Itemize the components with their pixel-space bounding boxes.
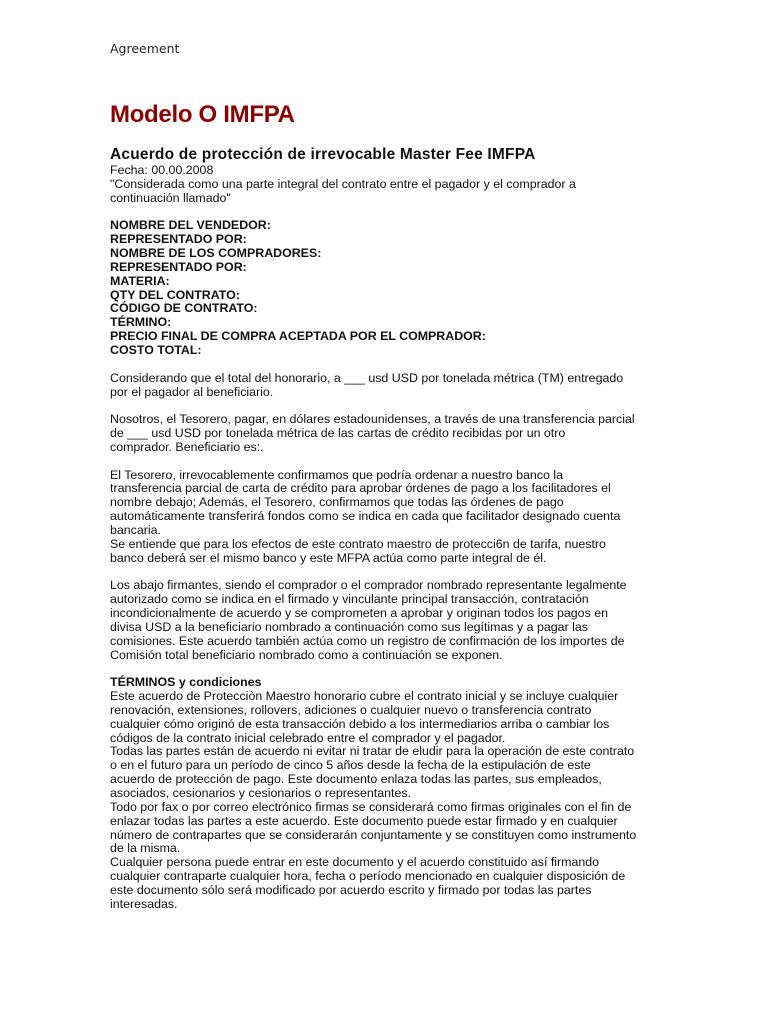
text-line: Todas las partes están de acuerdo ni evitar ni tratar de eludir para la operación de este contrato <box>110 744 635 759</box>
text-line: transferencia parcial de carta de crédito para aprobar órdenes de pago a los facilitadores el <box>110 481 611 496</box>
text-line: QTY DEL CONTRATO: <box>110 287 240 302</box>
text-line: nombre debajo; Además, el Tesorero, confirmamos que todas las órdenes de pago <box>110 495 564 510</box>
document-body <box>110 146 670 912</box>
text-line: de la misma. <box>110 841 181 856</box>
header-label: Agreement <box>110 41 180 56</box>
text-line: banco deberá ser el mismo banco y este MFPA actúa como parte integral de él. <box>110 550 547 565</box>
text-line: El Tesorero, irrevocablemente confirmamos que podría ordenar a nuestro banco la <box>110 467 563 482</box>
paragraph-4 <box>110 579 670 662</box>
intro-paragraph <box>110 178 670 206</box>
text-line: REPRESENTADO POR: <box>110 259 247 274</box>
text-line: COSTO TOTAL: <box>110 342 202 357</box>
text-line: automáticamente transferirá fondos como se indica en cada que facilitador designado cuenta <box>110 509 621 524</box>
text-line: códigos de la contrato inicial celebrado entre el comprador y el pagador. <box>110 730 506 745</box>
terms-paragraph <box>110 690 670 912</box>
text-line: NOMBRE DE LOS COMPRADORES: <box>110 246 322 261</box>
text-line: Todo por fax o por correo electrónico firmas se considerará como firmas originales con el fin de <box>110 799 632 814</box>
text-line: continuación llamado" <box>110 190 231 205</box>
text-line: de ___ usd USD por tonelada métrica de las cartas de crédito recibidas por un otro <box>110 426 566 441</box>
text-line: número de contrapartes que se considerarán conjuntamente y se constituyen como instrumento <box>110 827 637 842</box>
text-line: TÉRMINO: <box>110 315 172 330</box>
date-line: Fecha: 00.00.2008 <box>110 163 214 177</box>
paragraph-3 <box>110 469 670 566</box>
text-line: Este acuerdo de Protecciòn Maestro honorario cubre el contrato inicial y se incluye cualquier <box>110 689 619 704</box>
text-line: o en el futuro para un período de cinco 5 años desde la fecha de la estipulación de este <box>110 758 591 773</box>
text-line: comprador. Beneficiario es:. <box>110 439 264 454</box>
text-line: cualquier cómo originó de esta transacción debido a los intermediarios arriba o cambiar los <box>110 716 610 731</box>
document-subtitle: Acuerdo de protección de irrevocable Master Fee IMFPA <box>110 146 536 163</box>
page-title: Modelo O IMFPA <box>110 101 295 128</box>
text-line: bancaria. <box>110 522 161 537</box>
text-line: MATERIA: <box>110 273 170 288</box>
text-line: asociados, cesionarios y cesionarios o representantes. <box>110 785 411 800</box>
text-line: divisa USD a la beneficiario nombrado a continuación como sus legítimas y a pagar las <box>110 619 588 634</box>
text-line: autorizado como se indica en el firmado y vinculante principal transacción, contratación <box>110 592 589 607</box>
contract-fields <box>110 219 670 357</box>
text-line: enlazar todas las partes a este acuerdo. Este documento puede estar firmado y en cualquier <box>110 813 618 828</box>
text-line: Los abajo firmantes, siendo el comprador o el comprador nombrado representante legalmente <box>110 578 627 593</box>
text-line: renovación, extensiones, rollovers, adiciones o cualquier nuevo o transferencia contrato <box>110 702 592 717</box>
text-line: PRECIO FINAL DE COMPRA ACEPTADA POR EL COMPRADOR: <box>110 329 486 344</box>
text-line: NOMBRE DEL VENDEDOR: <box>110 218 271 233</box>
text-line: incondicionalmente de acuerdo y se comprometen a aprobar y originan todos los pagos en <box>110 606 608 620</box>
text-line: comisiones. Este acuerdo también actúa como un registro de confirmación de los importes de <box>110 633 625 648</box>
text-line: REPRESENTADO POR: <box>110 232 247 247</box>
text-line: Considerando que el total del honorario, a ___ usd USD por tonelada métrica (TM) entregado <box>110 370 624 385</box>
text-line: acuerdo de protección de pago. Este documento enlaza todas las partes, sus empleados, <box>110 772 602 787</box>
text-line: Nosotros, el Tesorero, pagar, en dólares estadounidenses, a través de una transferencia parcial <box>110 412 635 427</box>
paragraph-1 <box>110 372 670 400</box>
paragraph-2 <box>110 413 670 455</box>
text-line: este documento sólo será modificado por acuerdo escrito y firmado por todas las partes <box>110 882 592 897</box>
text-line: interesadas. <box>110 896 178 911</box>
terms-heading: TÉRMINOS y condiciones <box>110 675 262 690</box>
text-line: "Considerada como una parte integral del contrato entre el pagador y el comprador a <box>110 176 576 191</box>
text-line: cualquier contraparte cualquier hora, fecha o período mencionado en cualquier disposición de <box>110 869 626 884</box>
text-line: CÓDIGO DE CONTRATO: <box>110 301 258 316</box>
text-line: por el pagador al beneficiario. <box>110 384 274 399</box>
text-line: Comisión total beneficiario nombrado como a continuación se exponen. <box>110 647 503 662</box>
text-line: Cualquier persona puede entrar en este documento y el acuerdo constituido así firmando <box>110 855 600 870</box>
text-line: Se entiende que para los efectos de este contrato maestro de protecci6n de tarifa, nuestro <box>110 536 606 551</box>
